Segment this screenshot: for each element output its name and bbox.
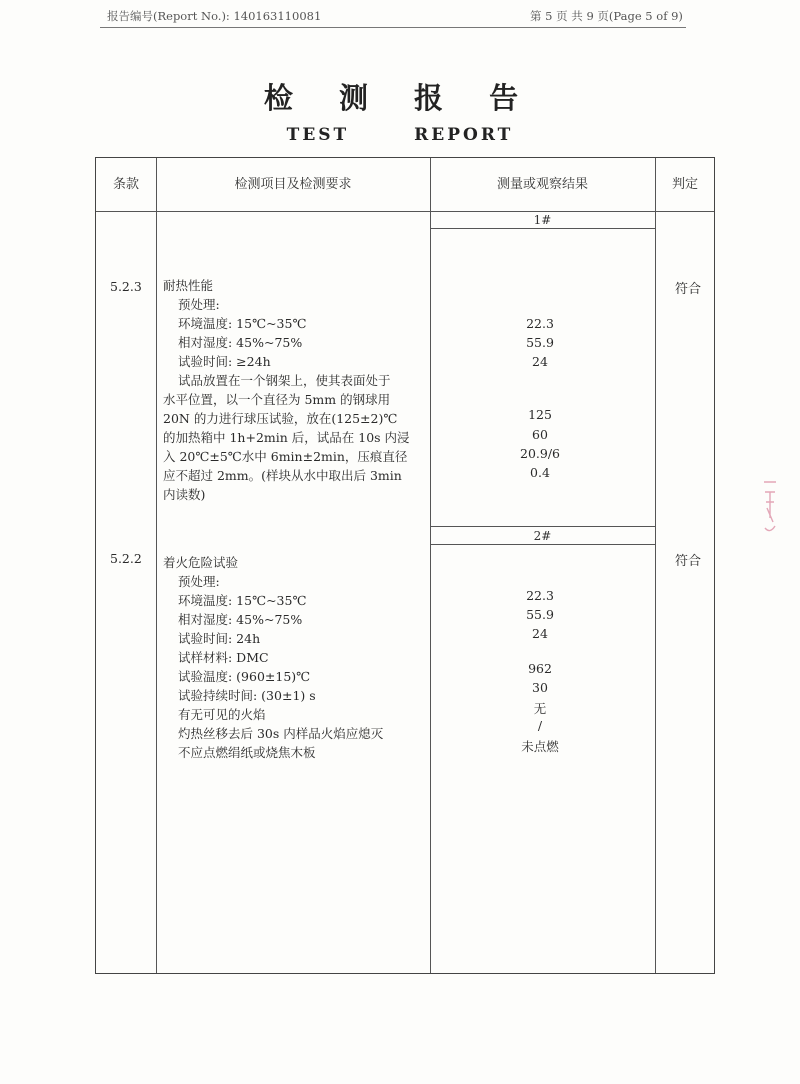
column-divider xyxy=(156,158,157,973)
result-value: 20.9/6 xyxy=(520,446,560,461)
requirement-line: 水平位置，以一个直径为 5mm 的钢球用 xyxy=(163,392,391,407)
sample-label-1: 1# xyxy=(533,213,552,227)
result-value: 24 xyxy=(532,354,548,369)
requirement-heading: 耐热性能 xyxy=(163,278,214,293)
clause-number: 5.2.2 xyxy=(110,551,142,566)
header-item: 检测项目及检测要求 xyxy=(234,177,352,192)
subtitle-word-test: TEST xyxy=(286,125,350,145)
requirement-line: 应不超过 2mm。(样块从水中取出后 3min xyxy=(163,468,402,483)
requirement-heading: 着火危险试验 xyxy=(163,555,239,570)
verdict-text: 符合 xyxy=(675,554,702,569)
seal-stamp xyxy=(762,478,778,538)
header-verdict: 判定 xyxy=(671,177,698,192)
result-value: 无 xyxy=(533,701,547,716)
result-value: 55.9 xyxy=(526,335,554,350)
result-value: 未点燃 xyxy=(521,739,559,754)
requirement-line: 试品放置在一个钢架上，使其表面处于 xyxy=(178,373,391,388)
result-value: 22.3 xyxy=(526,588,554,603)
requirement-line: 预处理: xyxy=(178,574,220,589)
result-value: 0.4 xyxy=(530,465,550,480)
requirement-line: 有无可见的火焰 xyxy=(178,707,266,722)
header-clause: 条款 xyxy=(112,177,139,192)
sample-divider xyxy=(430,544,655,545)
requirement-line: 试验温度: (960±15)℃ xyxy=(178,669,311,684)
clause-number: 5.2.3 xyxy=(110,279,142,294)
requirement-line: 内读数) xyxy=(163,487,206,502)
sample-divider xyxy=(430,228,655,229)
requirement-line: 试验持续时间: (30±1) s xyxy=(178,688,316,703)
requirement-line: 预处理: xyxy=(178,297,220,312)
requirement-line: 试验时间: 24h xyxy=(178,631,261,646)
result-value: 962 xyxy=(528,661,552,676)
requirement-line: 试样材料: DMC xyxy=(178,650,269,665)
requirement-line: 相对湿度: 45%~75% xyxy=(178,612,303,627)
requirement-line: 20N 的力进行球压试验，放在(125±2)℃ xyxy=(163,411,398,426)
column-divider xyxy=(655,158,656,973)
requirement-line: 入 20℃±5℃水中 6min±2min，压痕直径 xyxy=(163,449,408,464)
page-indicator: 第 5 页 共 9 页(Page 5 of 9) xyxy=(530,9,683,23)
subtitle-word-report: REPORT xyxy=(414,125,514,145)
result-value: 22.3 xyxy=(526,316,554,331)
result-value: 125 xyxy=(528,407,552,422)
requirement-line: 相对湿度: 45%~75% xyxy=(178,335,303,350)
header-row-divider xyxy=(96,211,714,212)
column-divider xyxy=(430,158,431,973)
sample-label-2: 2# xyxy=(533,529,552,543)
requirement-line: 不应点燃绢纸或烧焦木板 xyxy=(178,745,316,760)
sample-divider xyxy=(430,526,655,527)
header-result: 测量或观察结果 xyxy=(496,177,588,192)
result-value: 24 xyxy=(532,626,548,641)
header-divider xyxy=(100,27,686,28)
verdict-text: 符合 xyxy=(675,282,702,297)
report-number: 报告编号(Report No.): 140163110081 xyxy=(107,9,322,23)
requirement-line: 试验时间: ≥24h xyxy=(178,354,271,369)
requirement-line: 环境温度: 15℃~35℃ xyxy=(178,593,307,608)
page-title: 检 测 报 告 xyxy=(263,81,537,115)
result-value: 55.9 xyxy=(526,607,554,622)
requirement-line: 灼热丝移去后 30s 内样品火焰应熄灭 xyxy=(178,726,384,741)
requirement-line: 环境温度: 15℃~35℃ xyxy=(178,316,307,331)
result-value: 30 xyxy=(532,680,548,695)
page-subtitle xyxy=(0,125,800,145)
result-value: 60 xyxy=(532,427,548,442)
requirement-line: 的加热箱中 1h+2min 后，试品在 10s 内浸 xyxy=(163,430,410,445)
result-value: / xyxy=(537,718,543,733)
